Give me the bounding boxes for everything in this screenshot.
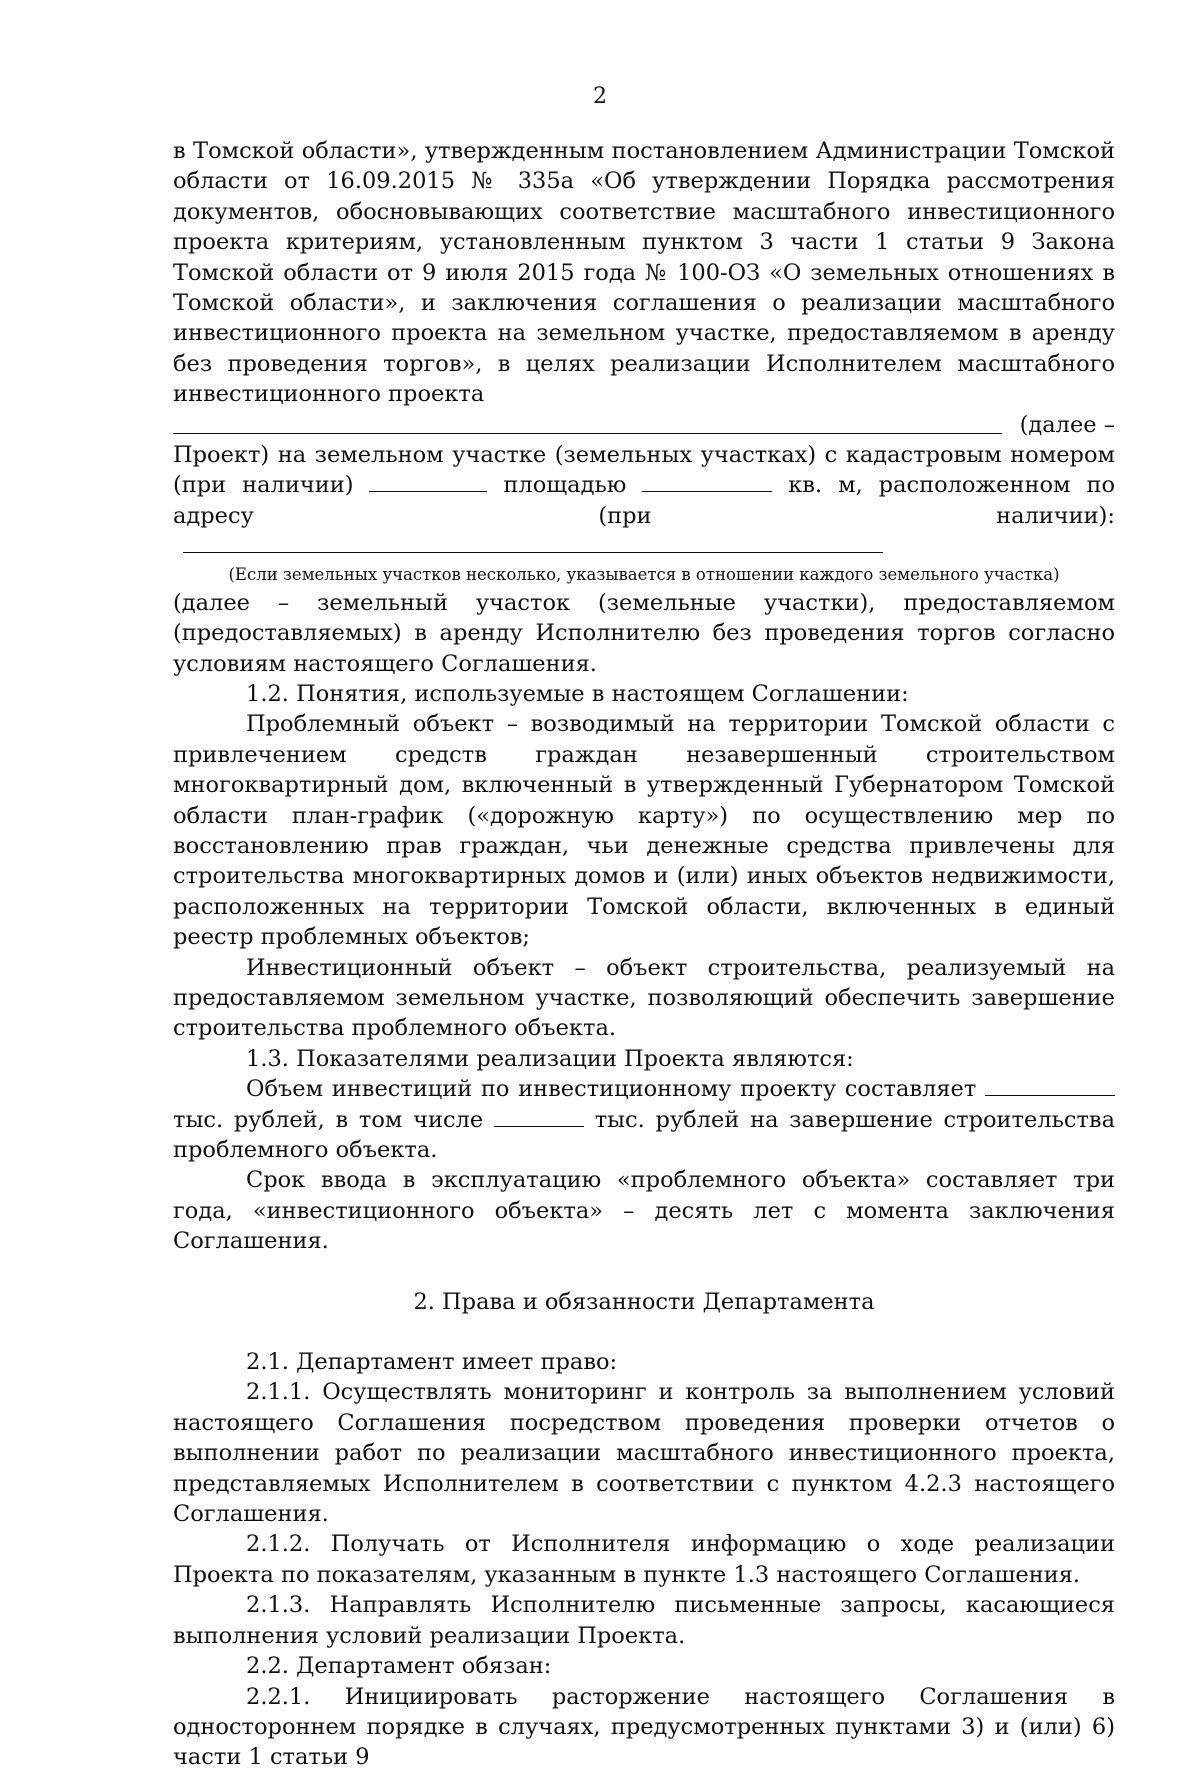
paragraph-investment-volume — [173, 1074, 1115, 1165]
paragraph-2-2-1: 2.2.1. Инициировать расторжение настоящего Соглашения в одностороннем порядке в случаях, предусмотренных пунктами 3) и (или) 6) части 1 статьи 9 — [173, 1683, 1115, 1771]
paragraph-1-2: 1.2. Понятия, используемые в настоящем Соглашении: — [246, 680, 909, 707]
project-tail-text: (далее – — [1019, 411, 1115, 438]
note-multiple-plots: (Если земельных участков несколько, указывается в отношении каждого земельного участка) — [228, 564, 1060, 584]
paragraph-1-3: 1.3. Показателями реализации Проекта являются: — [246, 1045, 854, 1072]
total-investment-blank — [985, 1075, 1115, 1096]
paragraph-2-1: 2.1. Департамент имеет право: — [246, 1349, 618, 1376]
paragraph-land-plot — [173, 440, 1115, 562]
paragraph-term: Срок ввода в эксплуатацию «проблемного объекта» составляет три года, «инвестиционного объекта» – десять лет с момента заключения Соглашения. — [173, 1167, 1115, 1255]
section-2-heading: 2. Права и обязанности Департамента — [413, 1288, 875, 1315]
project-name-line — [173, 410, 1115, 440]
volume-text-b: тыс. рублей, в том числе — [173, 1106, 484, 1133]
land-plot-text-b: площадью — [503, 472, 627, 499]
paragraph-problem-object: Проблемный объект – возводимый на территории Томской области с привлечением средств граждан незавершенный строительством многоквартирный дом, включенный в утвержденный Губернатором Томской области план-график («дорожную карту») по осуществлению мер по восстановлению прав граждан, чьи денежные средства привлечены для строительства многоквартирных домов и (или) иных объектов недвижимости, расположенных на территории Томской области, включенных в единый реестр проблемных объектов; — [173, 711, 1115, 951]
paragraph-2-1-3: 2.1.3. Направлять Исполнителю письменные запросы, касающиеся выполнения условий реализации Проекта. — [173, 1592, 1115, 1649]
page-number: 2 — [593, 84, 607, 109]
paragraph-investment-object: Инвестиционный объект – объект строительства, реализуемый на предоставляемом земельном участке, позволяющий обеспечить завершение строительства проблемного объекта. — [173, 954, 1115, 1042]
address-blank — [183, 532, 883, 553]
paragraph-2-1-2: 2.1.2. Получать от Исполнителя информацию о ходе реализации Проекта по показателям, указанным в пункте 1.3 настоящего Соглашения. — [173, 1531, 1115, 1588]
completion-investment-blank — [494, 1106, 584, 1127]
document-body — [173, 136, 1115, 1773]
paragraph-2-2: 2.2. Департамент обязан: — [246, 1653, 552, 1680]
area-blank — [642, 471, 772, 492]
project-name-blank — [173, 411, 1002, 434]
cadastral-number-blank — [369, 471, 487, 492]
paragraph-2-1-1: 2.1.1. Осуществлять мониторинг и контроль за выполнением условий настоящего Соглашения посредством проведения проверки отчетов о выполнении работ по реализации масштабного инвестиционного проекта, представляемых Исполнителем в соответствии с пунктом 4.2.3 настоящего Соглашения. — [173, 1379, 1115, 1528]
volume-text-c: тыс. рублей на завершение строительства проблемного объекта. — [173, 1106, 1115, 1163]
land-plot-text-a: Проект) на земельном участке (земельных участках) с кадастровым номером (при наличии) — [173, 442, 1115, 499]
paragraph-intro: в Томской области», утвержденным постановлением Администрации Томской области от 16.09.2015 № 335а «Об утверждении Порядка рассмотрения документов, обосновывающих соответствие масштабного инвестиционного проекта критериям, установленным пунктом 3 части 1 статьи 9 Закона Томской области от 9 июля 2015 года № 100-ОЗ «О земельных отношениях в Томской области», и заключения соглашения о реализации масштабного инвестиционного проекта на земельном участке, предоставляемом в аренду без проведения торгов», в целях реализации Исполнителем масштабного инвестиционного проекта — [173, 138, 1115, 408]
land-plot-text-c: кв. м, расположенном по адресу (при наличии): — [173, 472, 1116, 529]
volume-text-a: Объем инвестиций по инвестиционному проекту составляет — [246, 1076, 977, 1103]
paragraph-land-plot-def: (далее – земельный участок (земельные участки), предоставляемом (предоставляемых) в аренду Исполнителю без проведения торгов согласно условиям настоящего Соглашения. — [173, 589, 1115, 677]
